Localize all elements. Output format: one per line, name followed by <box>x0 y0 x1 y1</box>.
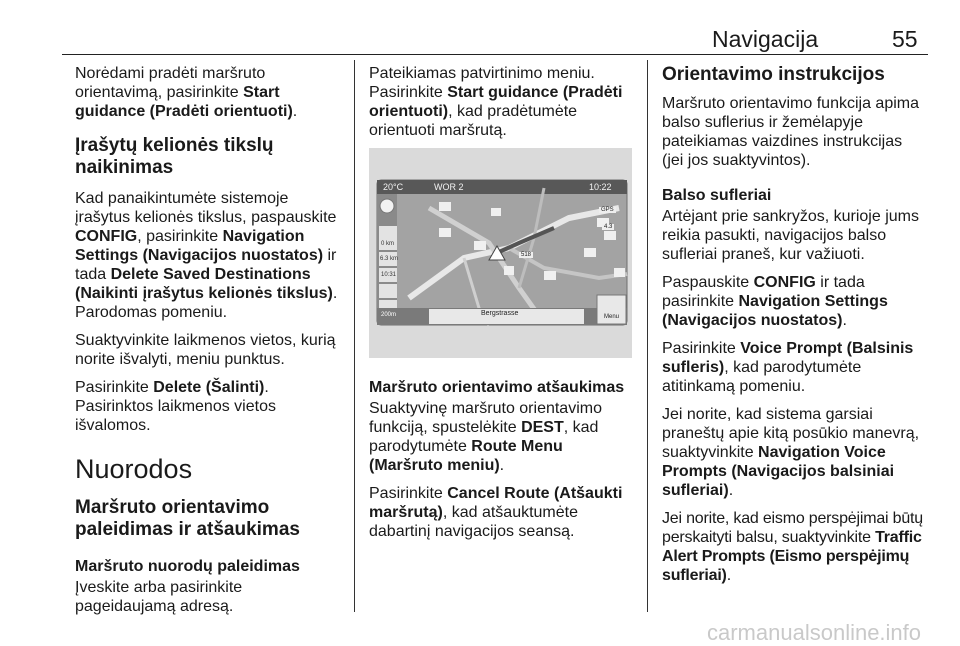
page-number: 55 <box>892 26 918 52</box>
map-arrival-time: 10:31 <box>381 272 397 278</box>
paragraph-delete-config: Kad panaikintumėte sistemoje įrašytus kelionės tikslus, paspauskite CONFIG, pasirinkite Navigation Settings (Navigacijos nuostatos) ir tada Delete Saved Destinations (Naikinti įrašytus kelionės tikslus). Parodomas pomeniu. <box>75 190 338 321</box>
map-menu-button[interactable]: Menu <box>604 314 620 320</box>
column-left <box>75 64 345 625</box>
paragraph-dest-route-menu: Suaktyvinę maršruto orientavimo funkciją, spustelėkite DEST, kad parodytumėte Route Menu (Maršruto meniu). <box>369 400 602 474</box>
map-graphic <box>369 148 632 358</box>
map-distance-next: 0 km <box>381 241 395 247</box>
header-rule <box>62 54 928 55</box>
paragraph-navigation-voice: Jei norite, kad sistema garsiai praneštų apie kitą posūkio manevrą, suaktyvinkite Navigation Voice Prompts (Navigacijos balsiniai sufleriai). <box>662 406 920 499</box>
heading-voice-prompts: Balso sufleriai <box>662 187 772 204</box>
paragraph-start-guidance: Norėdami pradėti maršruto orientavimą, pasirinkite Start guidance (Pradėti orientuoti). <box>75 65 298 120</box>
map-route-shield: 518 <box>521 252 532 258</box>
paragraph-voice-prompt-select: Pasirinkite Voice Prompt (Balsinis sufleris), kad parodytumėte atitinkamą pomeniu. <box>662 340 914 395</box>
column-divider-1 <box>354 60 355 612</box>
map-street-name: Bergstrasse <box>481 310 519 317</box>
map-status-temperature: 20°C <box>383 182 404 192</box>
column-right <box>662 64 927 594</box>
paragraph-traffic-alerts: Jei norite, kad eismo perspėjimai būtų perskaityti balsu, suaktyvinkite Traffic Alert Prompts (Eismo perspėjimų sufleriai). <box>662 510 923 584</box>
navigation-map-screenshot <box>369 148 632 358</box>
heading-start-route: Maršruto nuorodų paleidimas <box>75 558 300 575</box>
column-middle <box>369 64 637 149</box>
heading-cancel-route: Maršruto orientavimo atšaukimas <box>369 379 625 396</box>
heading-guidance-instructions: Orientavimo instrukcijos <box>662 64 885 85</box>
paragraph-guidance-intro: Maršruto orientavimo funkcija apima balso suflerius ir žemėlapyje pateikiamas vaizdines instrukcijas (jei jos suaktyvintos). <box>662 95 919 169</box>
map-status-station: WOR 2 <box>434 182 464 192</box>
heading-nuorodos: Nuorodos <box>75 454 193 484</box>
paragraph-delete-select: Pasirinkite Delete (Šalinti). Pasirinktos laikmenos vietos išvalomos. <box>75 379 276 434</box>
paragraph-press-config: Paspauskite CONFIG ir tada pasirinkite Navigation Settings (Navigacijos nuostatos). <box>662 274 888 329</box>
heading-delete-destinations: Įrašytų kelionės tikslų naikinimas <box>75 135 274 178</box>
watermark: carmanualsonline.info <box>707 620 922 645</box>
map-gps-badge: GPS <box>601 207 614 213</box>
paragraph-activate-items: Suaktyvinkite laikmenos vietos, kurią norite išvalyti, meniu punktus. <box>75 332 336 368</box>
column-divider-2 <box>647 60 648 612</box>
map-road-number: 4.3 <box>604 224 613 230</box>
map-status-clock: 10:22 <box>589 182 612 192</box>
paragraph-enter-address: Įveskite arba pasirinkite pageidaujamą adresą. <box>75 579 243 615</box>
map-distance-remaining: 6.3 km <box>380 256 399 262</box>
paragraph-cancel-route: Pasirinkite Cancel Route (Atšaukti maršrutą), kad atšauktumėte dabartinį navigacijos seansą. <box>369 485 623 540</box>
paragraph-confirm-menu: Pateikiamas patvirtinimo meniu. Pasirinkite Start guidance (Pradėti orientuoti), kad pradėtumėte orientuoti maršrutą. <box>369 65 623 139</box>
page-title: Navigacija <box>712 26 819 52</box>
paragraph-voice-prompts: Artėjant prie sankryžos, kurioje jums reikia pasukti, navigacijos balso sufleriai praneš, kur važiuoti. <box>662 208 919 263</box>
heading-route-start-cancel: Maršruto orientavimo paleidimas ir atšaukimas <box>75 497 300 540</box>
column-middle-lower <box>369 378 637 550</box>
map-scale: 200m <box>381 312 397 318</box>
page-header <box>0 0 960 56</box>
